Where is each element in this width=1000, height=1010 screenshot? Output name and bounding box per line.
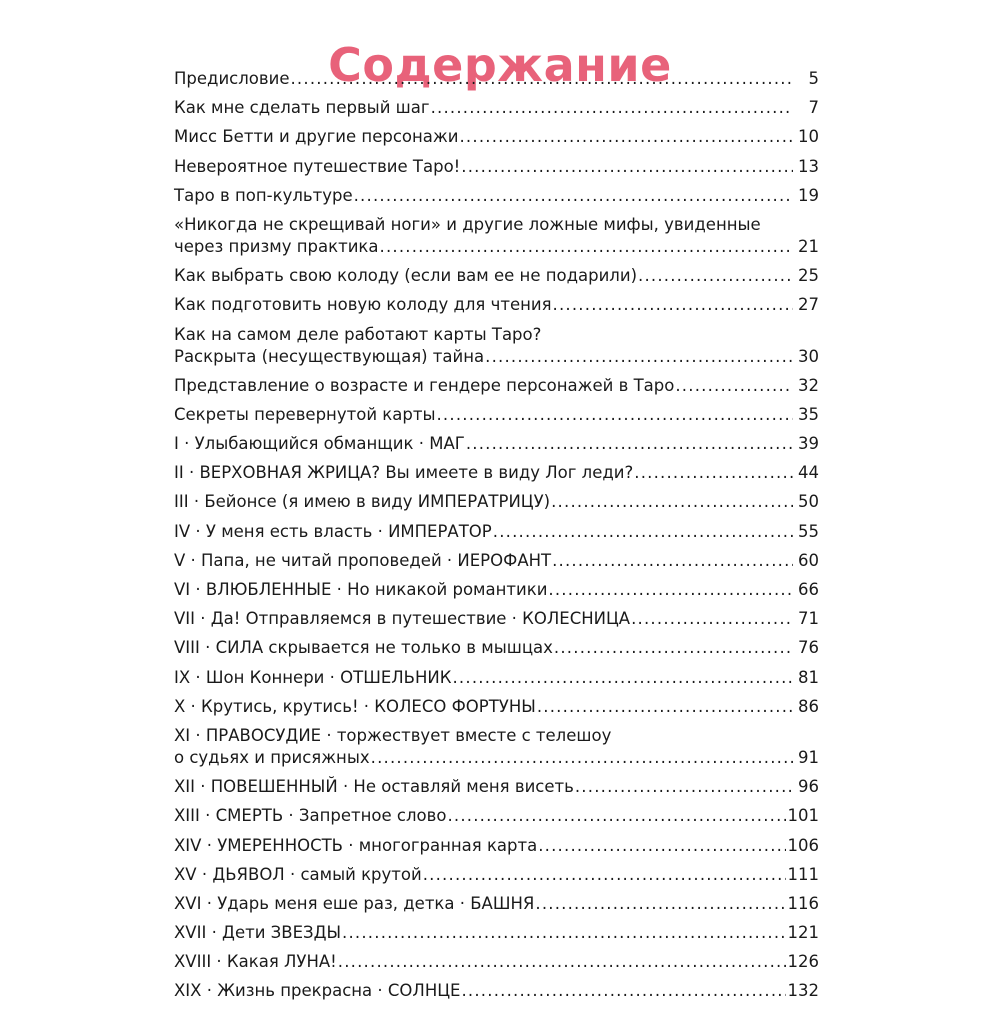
toc-page-number: 7 [808, 98, 819, 118]
toc-entry-line [174, 156, 819, 178]
toc-entry [174, 375, 819, 397]
toc-entry [174, 433, 819, 455]
dot-leader [452, 667, 793, 689]
toc-entry-title-line: Как на самом деле работают карты Таро? [174, 324, 542, 344]
toc-page-number: 21 [798, 236, 819, 256]
dot-leader [354, 185, 793, 207]
toc-entry-line [174, 294, 819, 316]
dot-leader [338, 951, 786, 973]
toc-entry [174, 980, 819, 1002]
toc-page-number: 66 [798, 580, 819, 599]
toc-page-number: 91 [798, 747, 819, 767]
toc-entry-title: XVI · Ударь меня еше раз, детка · БАШНЯ [174, 893, 535, 913]
toc-page-number: 35 [798, 404, 819, 424]
dot-leader [461, 980, 785, 1002]
toc-entry-title: VI · ВЛЮБЛЕННЫЕ · Но никакой романтики [174, 580, 548, 599]
toc-entry-line [174, 805, 819, 827]
toc-page-number: 81 [798, 667, 819, 687]
toc-entry-line [174, 433, 819, 455]
toc-entry-line [174, 696, 819, 718]
toc-entry-line [174, 922, 819, 944]
toc-entry-title: Предисловие [174, 69, 290, 88]
toc-entry [174, 462, 819, 484]
toc-page-number: 39 [798, 434, 819, 454]
toc-entry-title: VIII · СИЛА скрывается не только в мышцах [174, 638, 553, 658]
toc-page-number: 132 [787, 981, 819, 1001]
toc-entry-line [174, 346, 819, 368]
toc-page-number: 27 [798, 295, 819, 315]
toc-entry-line [174, 951, 819, 973]
toc-entry-line [174, 462, 819, 484]
toc-entry-title-line: XI · ПРАВОСУДИЕ · торжествует вместе с телешоу [174, 725, 612, 745]
toc-entry-line [174, 521, 819, 543]
toc-entry [174, 126, 819, 148]
toc-entry [174, 608, 819, 630]
toc-entry-title: II · ВЕРХОВНАЯ ЖРИЦА? Вы имеете в виду Лог леди? [174, 463, 634, 483]
toc-entry-line [174, 835, 819, 857]
toc-entry-line [174, 185, 819, 207]
toc-entry [174, 864, 819, 886]
dot-leader [466, 433, 793, 455]
toc-page-number: 10 [798, 127, 819, 147]
dot-leader [436, 404, 793, 426]
dot-leader [634, 462, 793, 484]
toc-entry [174, 893, 819, 915]
dot-leader [575, 776, 793, 798]
toc-entry-title: XV · ДЬЯВОЛ · самый крутой [174, 864, 422, 884]
toc-entry-line [174, 893, 819, 915]
toc-entry [174, 550, 819, 572]
dot-leader [537, 696, 793, 718]
dot-leader [459, 126, 793, 148]
toc-entry [174, 214, 819, 258]
toc-entry-title: XVII · Дети ЗВЕЗДЫ [174, 923, 342, 943]
dot-leader [493, 521, 793, 543]
toc-page-number: 60 [798, 550, 819, 570]
toc-entry-title: X · Крутись, крутись! · КОЛЕСО ФОРТУНЫ [174, 696, 536, 716]
toc-page-number: 116 [787, 893, 819, 913]
toc-page-number: 50 [798, 492, 819, 512]
toc-entry-line [174, 265, 819, 287]
toc-page-number: 76 [798, 638, 819, 658]
toc-entry-line [174, 667, 819, 689]
toc-entry-line [174, 550, 819, 572]
dot-leader [290, 68, 793, 90]
toc-entry [174, 637, 819, 659]
toc-entry-line [174, 375, 819, 397]
page-title: Содержание [328, 37, 672, 92]
dot-leader [551, 491, 793, 513]
toc-entry-line [174, 126, 819, 148]
toc-page-number: 121 [787, 923, 819, 943]
toc-entry [174, 835, 819, 857]
toc-page-number: 86 [798, 696, 819, 716]
toc-entry-title: XIII · СМЕРТЬ · Запретное слово [174, 806, 447, 826]
toc-entry-line [174, 491, 819, 513]
toc-page-number: 19 [798, 185, 819, 205]
toc-entry [174, 156, 819, 178]
dot-leader [638, 265, 793, 287]
dot-leader [447, 805, 785, 827]
dot-leader [553, 294, 793, 316]
toc-entry [174, 97, 819, 119]
toc-entry-line [174, 97, 819, 119]
toc-entry-line [174, 579, 819, 601]
dot-leader [371, 747, 793, 769]
toc-page-number: 32 [798, 375, 819, 395]
toc-entry-title-line: «Никогда не скрещивай ноги» и другие ложные мифы, увиденные [174, 214, 761, 234]
toc-entry-title: Мисс Бетти и другие персонажи [174, 127, 459, 147]
toc-entry [174, 265, 819, 287]
toc-entry-title: Как мне сделать первый шаг [174, 98, 430, 118]
toc-entry-title: о судьях и присяжных [174, 747, 370, 767]
toc-entry [174, 696, 819, 718]
toc-entry [174, 776, 819, 798]
toc-entry-line [174, 776, 819, 798]
dot-leader [554, 637, 793, 659]
toc-entry-title: Таро в поп-культуре [174, 185, 353, 205]
toc-entry-title: Как выбрать свою колоду (если вам ее не подарили) [174, 266, 638, 286]
toc-entry [174, 922, 819, 944]
toc-entry [174, 491, 819, 513]
dot-leader [538, 835, 785, 857]
toc-entry-title: Секреты перевернутой карты [174, 404, 436, 424]
toc-page-number: 25 [798, 266, 819, 286]
toc-entry-title: XVIII · Какая ЛУНА! [174, 952, 337, 972]
dot-leader [342, 922, 785, 944]
toc-entry [174, 951, 819, 973]
toc-entry-line [174, 637, 819, 659]
toc-entry-line [174, 980, 819, 1002]
toc-page-number: 30 [798, 346, 819, 366]
toc-entry-title: Невероятное путешествие Таро! [174, 156, 461, 176]
toc-page-number: 126 [787, 952, 819, 972]
toc-page-number: 13 [798, 156, 819, 176]
toc-entry-title: через призму практика [174, 236, 379, 256]
toc-entry-title: IX · Шон Коннери · ОТШЕЛЬНИК [174, 667, 452, 687]
toc-entry-title: V · Папа, не читай проповедей · ИЕРОФАНТ [174, 550, 552, 570]
toc-entry-title: Как подготовить новую колоду для чтения [174, 295, 552, 315]
toc-entry-title: I · Улыбающийся обманщик · МАГ [174, 434, 465, 454]
toc-entry [174, 725, 819, 769]
toc-page-number: 101 [787, 806, 819, 826]
dot-leader [380, 236, 793, 258]
dot-leader [431, 97, 793, 119]
toc-entry [174, 667, 819, 689]
toc-entry-line [174, 404, 819, 426]
toc-page-number: 5 [808, 69, 819, 88]
dot-leader [485, 346, 793, 368]
toc-entry [174, 68, 819, 90]
toc-page-number: 106 [787, 835, 819, 855]
toc-entry [174, 404, 819, 426]
toc-entry-title: XIV · УМЕРЕННОСТЬ · многогранная карта [174, 835, 538, 855]
dot-leader [548, 579, 793, 601]
toc-entry-title: Представление о возрасте и гендере персонажей в Таро [174, 375, 675, 395]
toc-page-number: 44 [798, 463, 819, 483]
toc-entry [174, 185, 819, 207]
toc-entry [174, 805, 819, 827]
dot-leader [675, 375, 793, 397]
toc-entry-title: XII · ПОВЕШЕННЫЙ · Не оставляй меня висеть [174, 777, 574, 797]
dot-leader [535, 893, 785, 915]
toc-entry-title: XIX · Жизнь прекрасна · СОЛНЦЕ [174, 981, 461, 1001]
toc-entry-line [174, 236, 819, 258]
dot-leader [552, 550, 793, 572]
toc-entry-line [174, 747, 819, 769]
toc-entry-title: VII · Да! Отправляемся в путешествие · КОЛЕСНИЦА [174, 609, 631, 629]
toc-entry-title: IV · У меня есть власть · ИМПЕРАТОР [174, 521, 492, 541]
toc-entry-title: Раскрыта (несуществующая) тайна [174, 346, 485, 366]
toc-page-number: 96 [798, 777, 819, 797]
dot-leader [423, 864, 786, 886]
toc-entry [174, 294, 819, 316]
dot-leader [631, 608, 793, 630]
dot-leader [461, 156, 793, 178]
toc-entry [174, 521, 819, 543]
toc-page-number: 71 [798, 609, 819, 629]
toc-entry-title: III · Бейонсе (я имею в виду ИМПЕРАТРИЦУ) [174, 492, 551, 512]
toc-entry [174, 324, 819, 368]
toc-entry-line [174, 864, 819, 886]
toc-entry [174, 579, 819, 601]
toc-entry-line [174, 608, 819, 630]
toc-page-number: 111 [787, 864, 819, 884]
toc-page-number: 55 [798, 521, 819, 541]
table-of-contents [174, 68, 819, 1010]
toc-entry-line [174, 68, 819, 90]
